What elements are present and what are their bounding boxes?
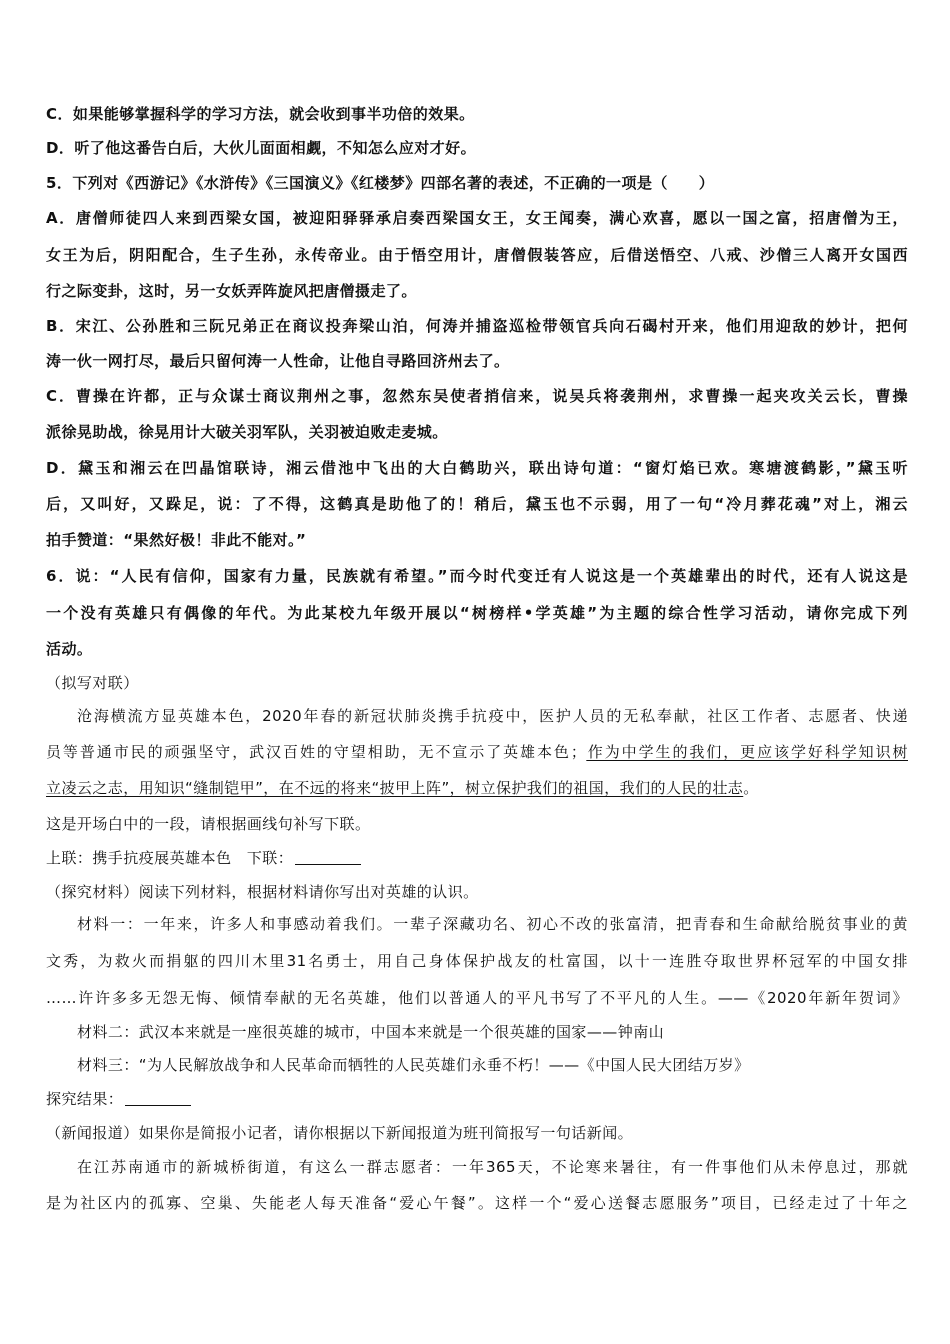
couplet-prompt: 上联：携手抗疫展英雄本色 下联： bbox=[46, 849, 294, 867]
q5-option-c-line-1: C．曹操在许都，正与众谋士商议荆州之事，忽然东吴使者捎信来，说吴兵将袭荆州，求曹操一起夹攻关云长，曹操 bbox=[46, 387, 908, 405]
couplet-underlined-sentence-part-2: 立凌云之志，用知识“缝制铠甲”，在不远的将来“披甲上阵”，树立保护我们的祖国，我们的人民的壮志 bbox=[46, 779, 744, 797]
news-passage-line-2: 是为社区内的孤寡、空巢、失能老人每天准备“爱心午餐”。这样一个“爱心送餐志愿服务”项目，已经走过了十年之 bbox=[46, 1194, 908, 1212]
q5-option-d-line-2: 后，又叫好，又跺足，说：了不得，这鹤真是助他了的！稍后，黛玉也不示弱，用了一句“冷月葬花魂”对上，湘云 bbox=[46, 495, 908, 513]
couplet-passage-line-2 bbox=[46, 742, 908, 762]
couplet-passage-end: 。 bbox=[743, 779, 759, 797]
couplet-instruction: 这是开场白中的一段，请根据画线句补写下联。 bbox=[46, 815, 371, 833]
question-5-stem: 5．下列对《西游记》《水浒传》《三国演义》《红楼梦》四部名著的表述，不正确的一项是（ ） bbox=[46, 174, 715, 192]
q5-option-c-line-2: 派徐晃助战，徐晃用计大破关羽军队，关羽被迫败走麦城。 bbox=[46, 423, 448, 441]
couplet-section-title: （拟写对联） bbox=[46, 674, 139, 692]
question-6-stem-line-2: 一个没有英雄只有偶像的年代。为此某校九年级开展以“树榜样•学英雄”为主题的综合性学习活动，请你完成下列 bbox=[46, 604, 908, 622]
explore-result-line bbox=[46, 1089, 908, 1109]
material-three-line: 材料三：“为人民解放战争和人民革命而牺牲的人民英雄们永垂不朽！——《中国人民大团结万岁》 bbox=[77, 1056, 750, 1074]
material-one-line-2: 文秀，为救火而捐躯的四川木里31名勇士，用自己身体保护战友的杜富国，以十一连胜夺取世界杯冠军的中国女排 bbox=[46, 952, 908, 970]
explore-result-blank[interactable] bbox=[125, 1091, 191, 1106]
option-c-line: C．如果能够掌握科学的学习方法，就会收到事半功倍的效果。 bbox=[46, 105, 475, 123]
news-passage-line-1: 在江苏南通市的新城桥街道，有这么一群志愿者：一年365天，不论寒来暑往，有一件事他们从未停息过，那就 bbox=[77, 1158, 908, 1176]
material-one-line-1: 材料一：一年来，许多人和事感动着我们。一辈子深藏功名、初心不改的张富清，把青春和生命献给脱贫事业的黄 bbox=[77, 915, 908, 933]
question-6-stem-line-3: 活动。 bbox=[46, 640, 93, 658]
q5-option-a-line-3: 行之际变卦，这时，另一女妖弄阵旋风把唐僧摄走了。 bbox=[46, 282, 417, 300]
question-6-stem-line-1: 6．说：“人民有信仰，国家有力量，民族就有希望。”而今时代变迁有人说这是一个英雄辈出的时代，还有人说这是 bbox=[46, 567, 908, 585]
q5-option-b-line-1: B．宋江、公孙胜和三阮兄弟正在商议投奔梁山泊，何涛并捕盗巡检带领官兵向石碣村开来，他们用迎敌的妙计，把何 bbox=[46, 317, 908, 335]
q5-option-d-line-1: D．黛玉和湘云在凹晶馆联诗，湘云借池中飞出的大白鹤助兴，联出诗句道：“窗灯焰已欢。寒塘渡鹤影，”黛玉听 bbox=[46, 459, 908, 477]
explore-section-title: （探究材料）阅读下列材料，根据材料请你写出对英雄的认识。 bbox=[46, 883, 479, 901]
couplet-passage-line-1: 沧海横流方显英雄本色，2020年春的新冠状肺炎携手抗疫中，医护人员的无私奉献，社区工作者、志愿者、快递 bbox=[77, 707, 908, 725]
q5-option-a-line-1: A．唐僧师徒四人来到西梁女国，被迎阳驿驿承启奏西梁国女王，女王闻奏，满心欢喜，愿以一国之富，招唐僧为王， bbox=[46, 209, 908, 227]
option-d-line: D．听了他这番告白后，大伙儿面面相觑，不知怎么应对才好。 bbox=[46, 139, 477, 157]
couplet-passage-line-3 bbox=[46, 778, 908, 798]
q5-option-a-line-2: 女王为后，阴阳配合，生子生孙，永传帝业。由于悟空用计，唐僧假装答应，后借送悟空、八戒、沙僧三人离开女国西 bbox=[46, 246, 908, 264]
couplet-answer-line bbox=[46, 848, 908, 868]
material-one-line-3: ……许许多多无怨无悔、倾情奉献的无名英雄，他们以普通人的平凡书写了不平凡的人生。——《2020年新年贺词》 bbox=[46, 989, 908, 1007]
q5-option-d-line-3: 拍手赞道：“果然好极！非此不能对。” bbox=[46, 531, 307, 549]
explore-result-label: 探究结果： bbox=[46, 1090, 124, 1108]
q5-option-b-line-2: 涛一伙一网打尽，最后只留何涛一人性命，让他自寻路回济州去了。 bbox=[46, 352, 510, 370]
couplet-answer-blank[interactable] bbox=[295, 850, 361, 865]
news-section-title: （新闻报道）如果你是简报小记者，请你根据以下新闻报道为班刊简报写一句话新闻。 bbox=[46, 1124, 634, 1142]
couplet-passage-plain: 员等普通市民的顽强坚守，武汉百姓的守望相助，无不宣示了英雄本色； bbox=[46, 743, 587, 761]
material-two-line: 材料二：武汉本来就是一座很英雄的城市，中国本来就是一个很英雄的国家——钟南山 bbox=[77, 1023, 665, 1041]
couplet-underlined-sentence-part-1: 作为中学生的我们，更应该学好科学知识树 bbox=[586, 743, 908, 761]
